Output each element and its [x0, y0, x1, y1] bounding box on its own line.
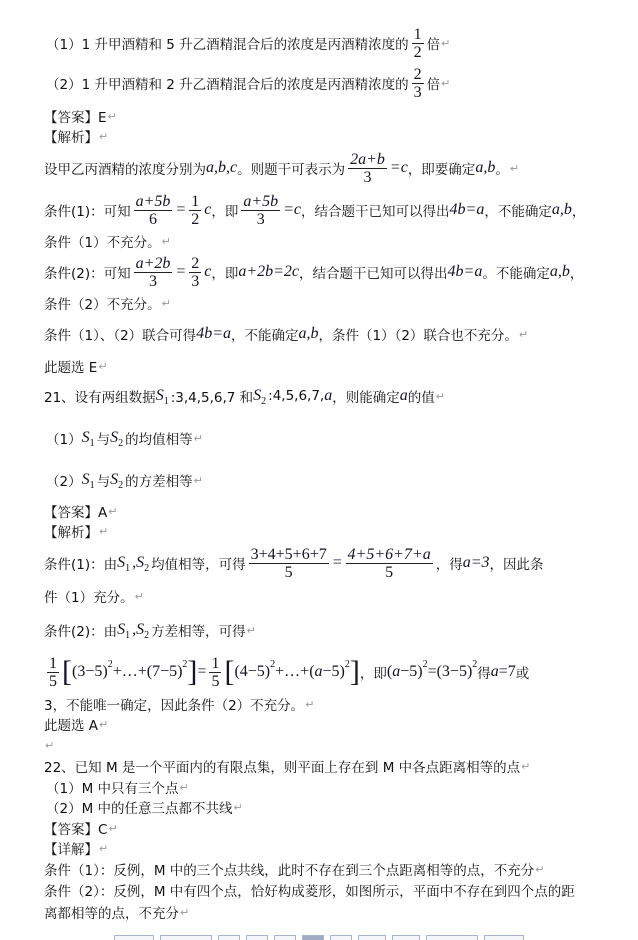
- math-expression: S: [81, 429, 90, 446]
- text-run: 条件(1)：由: [44, 557, 118, 573]
- fraction-numerator: 1: [413, 25, 422, 43]
- math-expression: (4−5): [234, 663, 271, 680]
- text-run: ，不能确定: [484, 204, 552, 220]
- math-expression: S: [253, 387, 262, 404]
- bracket: ]: [349, 655, 360, 688]
- math-expression: a: [392, 663, 401, 680]
- math-expression: −5): [400, 663, 423, 680]
- math-expression: ,S: [132, 554, 145, 571]
- text-run: ，: [569, 266, 584, 282]
- math-expression: a: [399, 387, 408, 404]
- text-run: 条件（1）不充分。: [44, 235, 161, 251]
- text-run: 条件（1）、（2）联合可得: [44, 328, 197, 344]
- text-run: 条件（1）：反例，M 中的三个点共线，此时不存在到三个点距离相等的点，不充分: [44, 863, 535, 879]
- superscript: 2: [472, 658, 478, 670]
- text-run: ，: [571, 204, 586, 220]
- superscript: 2: [182, 658, 188, 670]
- page-button[interactable]: [302, 935, 324, 940]
- page-button[interactable]: [358, 935, 386, 940]
- subscript: 1: [125, 629, 131, 641]
- text-line: [44, 501, 117, 521]
- superscript: 2: [344, 658, 350, 670]
- paragraph-mark-icon: ↵: [509, 161, 520, 175]
- text-run: 的方差相等: [125, 474, 193, 490]
- text-line: [44, 880, 575, 900]
- fraction-denominator: 5: [385, 563, 394, 581]
- text-run: ，条件（1）（2）联合也不充分。: [318, 328, 518, 344]
- math-expression: S: [81, 471, 90, 488]
- paragraph-mark-icon: ↵: [441, 36, 451, 50]
- fraction: [412, 66, 424, 101]
- fraction-denominator: 2: [191, 210, 200, 228]
- text-run: 倍: [426, 37, 441, 53]
- text-run: 条件（2）不充分。: [44, 297, 161, 313]
- page-button[interactable]: [484, 935, 524, 940]
- paragraph-mark-icon: ↵: [99, 129, 109, 143]
- bracket: ]: [187, 655, 198, 688]
- math-expression: a,b: [298, 325, 319, 342]
- text-run: 或: [515, 666, 530, 682]
- text-line: [44, 818, 118, 838]
- bracket: [: [62, 655, 72, 688]
- text-run: 的均值相等: [125, 432, 193, 448]
- math-expression: =c: [389, 159, 408, 176]
- math-expression: +…+(7−5): [112, 663, 183, 680]
- text-run: （1）1 升甲酒精和 5 升乙酒精混合后的浓度是丙酒精浓度的: [46, 37, 409, 53]
- math-expression: S: [155, 387, 164, 404]
- text-line: [44, 838, 108, 858]
- math-expression: −5): [322, 663, 345, 680]
- text-line: [44, 386, 445, 406]
- text-run: ，则能确定: [332, 390, 400, 406]
- text-line: [44, 192, 586, 228]
- paragraph-mark-icon: ↵: [246, 623, 256, 637]
- text-run: 倍: [426, 77, 441, 93]
- page-button[interactable]: [330, 935, 352, 940]
- paragraph-mark-icon: ↵: [108, 504, 118, 518]
- math-expression: a,b,c: [206, 159, 238, 176]
- math-expression: =7: [498, 663, 516, 680]
- text-line: [44, 902, 189, 922]
- math-expression: a,b: [551, 201, 572, 218]
- paragraph-mark-icon: ↵: [435, 389, 445, 403]
- paragraph-mark-icon: ↵: [193, 473, 203, 487]
- text-run: :3,4,5,6,7 和: [170, 390, 254, 406]
- text-run: （2）: [46, 474, 82, 490]
- math-expression: +…+(: [275, 663, 315, 680]
- text-run: 条件(2)：由: [44, 624, 118, 640]
- page-button[interactable]: [114, 935, 154, 940]
- fraction-numerator: 2: [191, 254, 200, 272]
- text-run: ，结合题干已知可以得出: [299, 266, 448, 282]
- text-run: 【答案】A: [44, 505, 108, 521]
- text-run: 的值: [407, 390, 435, 406]
- math-expression: S: [110, 471, 119, 488]
- fraction-denominator: 5: [49, 672, 57, 690]
- page-button[interactable]: [392, 935, 420, 940]
- text-run: 此题选 A: [44, 718, 99, 734]
- text-line: [44, 521, 108, 541]
- text-line: [44, 231, 171, 251]
- fraction: [189, 193, 201, 228]
- text-run: 条件(1)：可知: [44, 204, 131, 220]
- math-expression: 4b=a: [447, 263, 483, 280]
- text-run: ，不能确定: [230, 328, 299, 344]
- fraction-denominator: 6: [149, 210, 158, 228]
- paragraph-mark-icon: ↵: [98, 359, 108, 373]
- fraction: [189, 255, 201, 290]
- paragraph-mark-icon: ↵: [535, 862, 545, 876]
- text-line: [44, 150, 520, 186]
- text-run: ，因此条: [489, 557, 544, 573]
- text-run: （1）M 中只有三个点: [46, 781, 179, 797]
- subscript: 1: [125, 562, 131, 574]
- text-line: [44, 714, 108, 734]
- paragraph-mark-icon: ↵: [305, 697, 315, 711]
- paragraph-mark-icon: ↵: [107, 109, 117, 123]
- page-button[interactable]: [274, 935, 296, 940]
- fraction-numerator: 2a+b: [350, 150, 385, 168]
- paragraph-mark-icon: ↵: [233, 800, 243, 814]
- fraction-denominator: 5: [284, 563, 293, 581]
- fraction-denominator: 3: [363, 168, 372, 186]
- text-run: 3，不能唯一确定，因此条件（2）不充分。: [44, 698, 305, 714]
- paragraph-mark-icon: ↵: [45, 738, 55, 752]
- text-line: [44, 694, 314, 714]
- paragraph-mark-icon: ↵: [161, 296, 171, 310]
- text-run: 件（1）充分。: [44, 590, 134, 606]
- math-expression: =(3−5): [427, 663, 473, 680]
- fraction: [346, 546, 433, 581]
- math-expression: 4b=a: [449, 201, 485, 218]
- fraction-numerator: 1: [49, 654, 57, 672]
- text-run: （2）1 升甲酒精和 2 升乙酒精混合后的浓度是丙酒精浓度的: [46, 77, 409, 93]
- text-line: [44, 586, 144, 606]
- paragraph-mark-icon: ↵: [99, 717, 109, 731]
- text-line: [46, 797, 243, 817]
- text-run: ，即: [211, 266, 239, 282]
- fraction-denominator: 3: [191, 272, 200, 290]
- paragraph-mark-icon: ↵: [521, 759, 531, 773]
- text-run: ，结合题干已知可以得出: [301, 204, 450, 220]
- math-expression: =: [175, 263, 187, 280]
- paragraph-mark-icon: ↵: [193, 431, 203, 445]
- text-run: 设甲乙丙酒精的浓度分别为: [44, 162, 206, 178]
- math-expression: S: [117, 621, 126, 638]
- paragraph-mark-icon: ↵: [134, 589, 144, 603]
- math-expression: a: [314, 663, 323, 680]
- paragraph-mark-icon: ↵: [441, 76, 451, 90]
- math-expression: a,b: [549, 263, 570, 280]
- paragraph-mark-icon: ↵: [161, 234, 171, 248]
- subscript: 1: [89, 479, 95, 491]
- fraction-numerator: 4+5+6+7+a: [347, 545, 431, 563]
- text-line: [44, 293, 171, 313]
- fraction-numerator: 1: [211, 654, 220, 672]
- paragraph-mark-icon: ↵: [99, 524, 109, 538]
- text-run: 。不能确定: [482, 266, 550, 282]
- text-run: 均值相等，可得: [151, 557, 246, 573]
- fraction-numerator: 3+4+5+6+7: [250, 545, 327, 563]
- text-run: ，得: [435, 557, 463, 573]
- text-run: 【答案】C: [44, 822, 108, 838]
- text-run: （1）: [46, 432, 82, 448]
- math-expression: c: [204, 263, 212, 280]
- fraction-denominator: 3: [149, 272, 158, 290]
- fraction-denominator: 3: [413, 83, 422, 101]
- text-line: [44, 356, 108, 376]
- text-line: [44, 859, 545, 879]
- fraction: [249, 546, 329, 581]
- subscript: 1: [89, 437, 95, 449]
- math-expression: a: [490, 663, 499, 680]
- math-expression: =: [175, 201, 187, 218]
- text-line: [46, 65, 451, 101]
- text-run: 22、已知 M 是一个平面内的有限点集，则平面上存在到 M 中各点距离相等的点: [44, 760, 521, 776]
- text-run: 。则题干可表示为: [237, 162, 346, 178]
- text-run: 【答案】E: [44, 110, 107, 126]
- text-run: 条件（2）：反例，M 中有四个点，恰好构成菱形，如图所示，平面中不存在到四个点的距: [44, 884, 575, 900]
- math-expression: (3−5): [72, 663, 108, 680]
- text-run: 。: [495, 162, 509, 178]
- math-expression: S: [117, 554, 126, 571]
- math-expression: ,S: [132, 621, 145, 638]
- fraction-numerator: a+5b: [243, 192, 279, 210]
- pagination: [0, 935, 638, 940]
- text-line: [46, 470, 203, 490]
- text-run: 【解析】: [44, 130, 98, 146]
- math-expression: 4b=a: [196, 325, 231, 342]
- subscript: 1: [163, 395, 169, 407]
- text-run: 与: [96, 474, 111, 490]
- text-line: [44, 254, 584, 290]
- math-expression: (: [386, 663, 393, 680]
- superscript: 2: [107, 658, 113, 670]
- fraction: [47, 655, 59, 690]
- text-line: [44, 126, 108, 146]
- fraction-denominator: 5: [211, 672, 220, 690]
- fraction: [134, 193, 173, 228]
- paragraph-mark-icon: ↵: [99, 841, 109, 855]
- superscript: 2: [422, 658, 428, 670]
- fraction-numerator: 2: [413, 65, 422, 83]
- fraction-numerator: a+2b: [135, 254, 171, 272]
- text-run: （2）M 中的任意三点都不共线: [46, 801, 233, 817]
- page-button[interactable]: [426, 935, 478, 940]
- text-line: [46, 428, 203, 448]
- fraction-denominator: 2: [413, 43, 422, 61]
- fraction: [241, 193, 280, 228]
- math-expression: a=3: [462, 554, 490, 571]
- text-run: 条件(2)：可知: [44, 266, 131, 282]
- text-line: [46, 777, 189, 797]
- math-expression: =: [331, 554, 343, 571]
- paragraph-mark-icon: ↵: [179, 780, 189, 794]
- fraction-numerator: 1: [191, 192, 200, 210]
- text-run: 离都相等的点，不充分: [44, 906, 179, 922]
- paragraph-mark-icon: ↵: [518, 327, 529, 341]
- text-line: [44, 545, 544, 581]
- text-line: [44, 106, 117, 126]
- text-line: [44, 324, 528, 344]
- text-line: [44, 756, 530, 776]
- fraction: [209, 655, 221, 690]
- math-expression: a+2b=2c: [238, 263, 300, 280]
- text-run: 得: [477, 666, 491, 682]
- fraction-numerator: a+5b: [135, 192, 171, 210]
- text-run: 【解析】: [44, 525, 98, 541]
- text-run: 方差相等，可得: [151, 624, 246, 640]
- math-expression: =c: [283, 201, 302, 218]
- paragraph-mark-icon: ↵: [180, 905, 190, 919]
- fraction: [348, 151, 387, 186]
- fraction-denominator: 3: [256, 210, 265, 228]
- text-line: [44, 654, 530, 690]
- text-run: ，即要确定: [407, 162, 476, 178]
- text-run: :4,5,6,7,: [268, 388, 325, 404]
- text-run: 【详解】: [44, 842, 98, 858]
- subscript: 2: [144, 562, 150, 574]
- math-expression: S: [110, 429, 119, 446]
- math-expression: =: [197, 663, 207, 680]
- paragraph-mark-icon: ↵: [108, 821, 118, 835]
- superscript: 2: [270, 658, 276, 670]
- page-button[interactable]: [218, 935, 240, 940]
- math-expression: c: [204, 201, 212, 218]
- subscript: 2: [261, 395, 267, 407]
- text-line: [44, 620, 256, 640]
- fraction: [134, 255, 173, 290]
- page-button[interactable]: [160, 935, 212, 940]
- text-run: ，即: [211, 204, 239, 220]
- text-line: [44, 735, 54, 755]
- subscript: 2: [118, 437, 124, 449]
- text-line: [46, 25, 451, 61]
- subscript: 2: [118, 479, 124, 491]
- text-run: ，即: [359, 666, 387, 682]
- math-expression: a: [324, 387, 333, 404]
- page-button[interactable]: [246, 935, 268, 940]
- text-run: 此题选 E: [44, 360, 98, 376]
- subscript: 2: [144, 629, 150, 641]
- text-run: 与: [96, 432, 111, 448]
- bracket: [: [224, 655, 235, 688]
- math-expression: a,b: [475, 159, 496, 176]
- text-run: 21、设有两组数据: [44, 390, 156, 406]
- fraction: [412, 26, 424, 61]
